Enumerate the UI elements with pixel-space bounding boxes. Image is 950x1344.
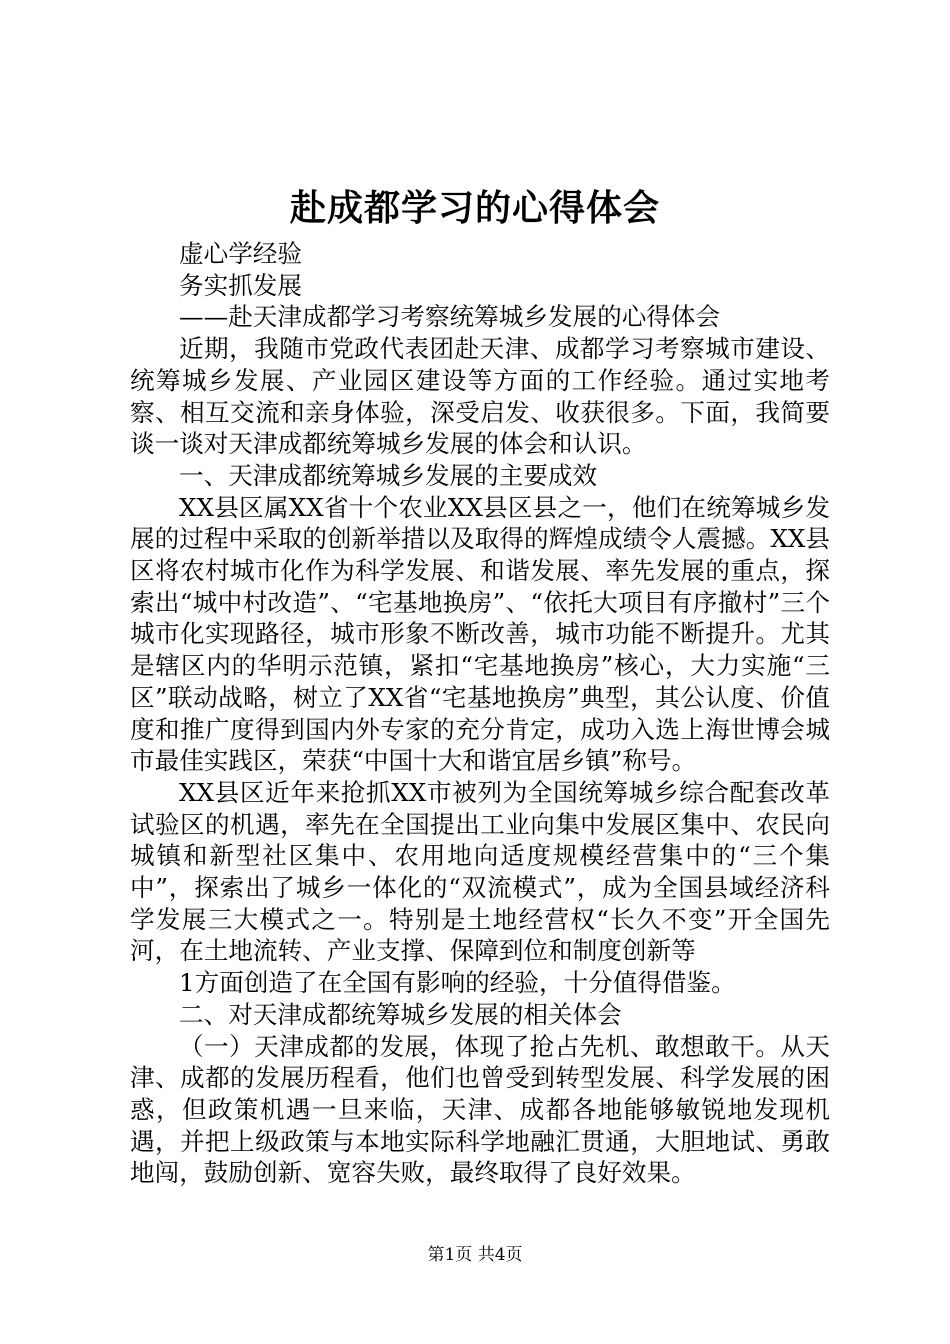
document-title: 赴成都学习的心得体会 bbox=[289, 187, 660, 229]
paragraph-body: （一）天津成都的发展，体现了抢占先机、敢想敢干。从天津、成都的发展历程看，他们也曾受到转型发展、科学发展的困惑，但政策机遇一旦来临，天津、成都各地能够敏锐地发现机遇，并把上级政策与本地实际科学地融汇贯通，大胆地试、勇敢地闯，鼓励创新、宽容失败，最终取得了良好效果。 bbox=[130, 1031, 830, 1188]
paragraph-subtitle-1: 虚心学经验 bbox=[179, 239, 302, 268]
document-body bbox=[130, 238, 830, 1189]
paragraph-body: XX县区属XX省十个农业XX县区县之一，他们在统筹城乡发展的过程中采取的创新举措以及取得的辉煌成绩令人震撼。XX县区将农村城市化作为科学发展、和谐发展、率先发展的重点，探索出“城中村改造”、“宅基地换房”、“依托大项目有序撤村”三个城市化实现路径，城市形象不断改善，城市功能不断提升。尤其是辖区内的华明示范镇，紧扣“宅基地换房”核心，大力实施“三区”联动战略，树立了XX省“宅基地换房”典型，其公认度、价值度和推广度得到国内外专家的充分肯定，成功入选上海世博会城市最佳实践区，荣获“中国十大和谐宜居乡镇”称号。 bbox=[130, 492, 830, 776]
section-heading-2: 二、对天津成都统筹城乡发展的相关体会 bbox=[179, 999, 622, 1029]
page-footer: 第1页 共4页 bbox=[427, 1245, 523, 1265]
paragraph-subtitle-3: ——赴天津成都学习考察统筹城乡发展的心得体会 bbox=[179, 302, 721, 332]
paragraph-subtitle-2: 务实抓发展 bbox=[179, 270, 302, 300]
paragraph-body: 1方面创造了在全国有影响的经验，十分值得借鉴。 bbox=[179, 968, 736, 998]
section-heading-1: 一、天津成都统筹城乡发展的主要成效 bbox=[179, 460, 598, 490]
paragraph-intro: 近期，我随市党政代表团赴天津、成都学习考察城市建设、统筹城乡发展、产业园区建设等方面的工作经验。通过实地考察、相互交流和亲身体验，深受启发、收获很多。下面，我简要谈一谈对天津成都统筹城乡发展的体会和认识。 bbox=[130, 334, 830, 459]
paragraph-body: XX县区近年来抢抓XX市被列为全国统筹城乡综合配套改革试验区的机遇，率先在全国提出工业向集中发展区集中、农民向城镇和新型社区集中、农用地向适度规模经营集中的“三个集中”，探索出了城乡一体化的“双流模式”，成为全国县域经济科学发展三大模式之一。特别是土地经营权“长久不变”开全国先河，在土地流转、产业支撑、保障到位和制度创新等 bbox=[130, 777, 830, 966]
